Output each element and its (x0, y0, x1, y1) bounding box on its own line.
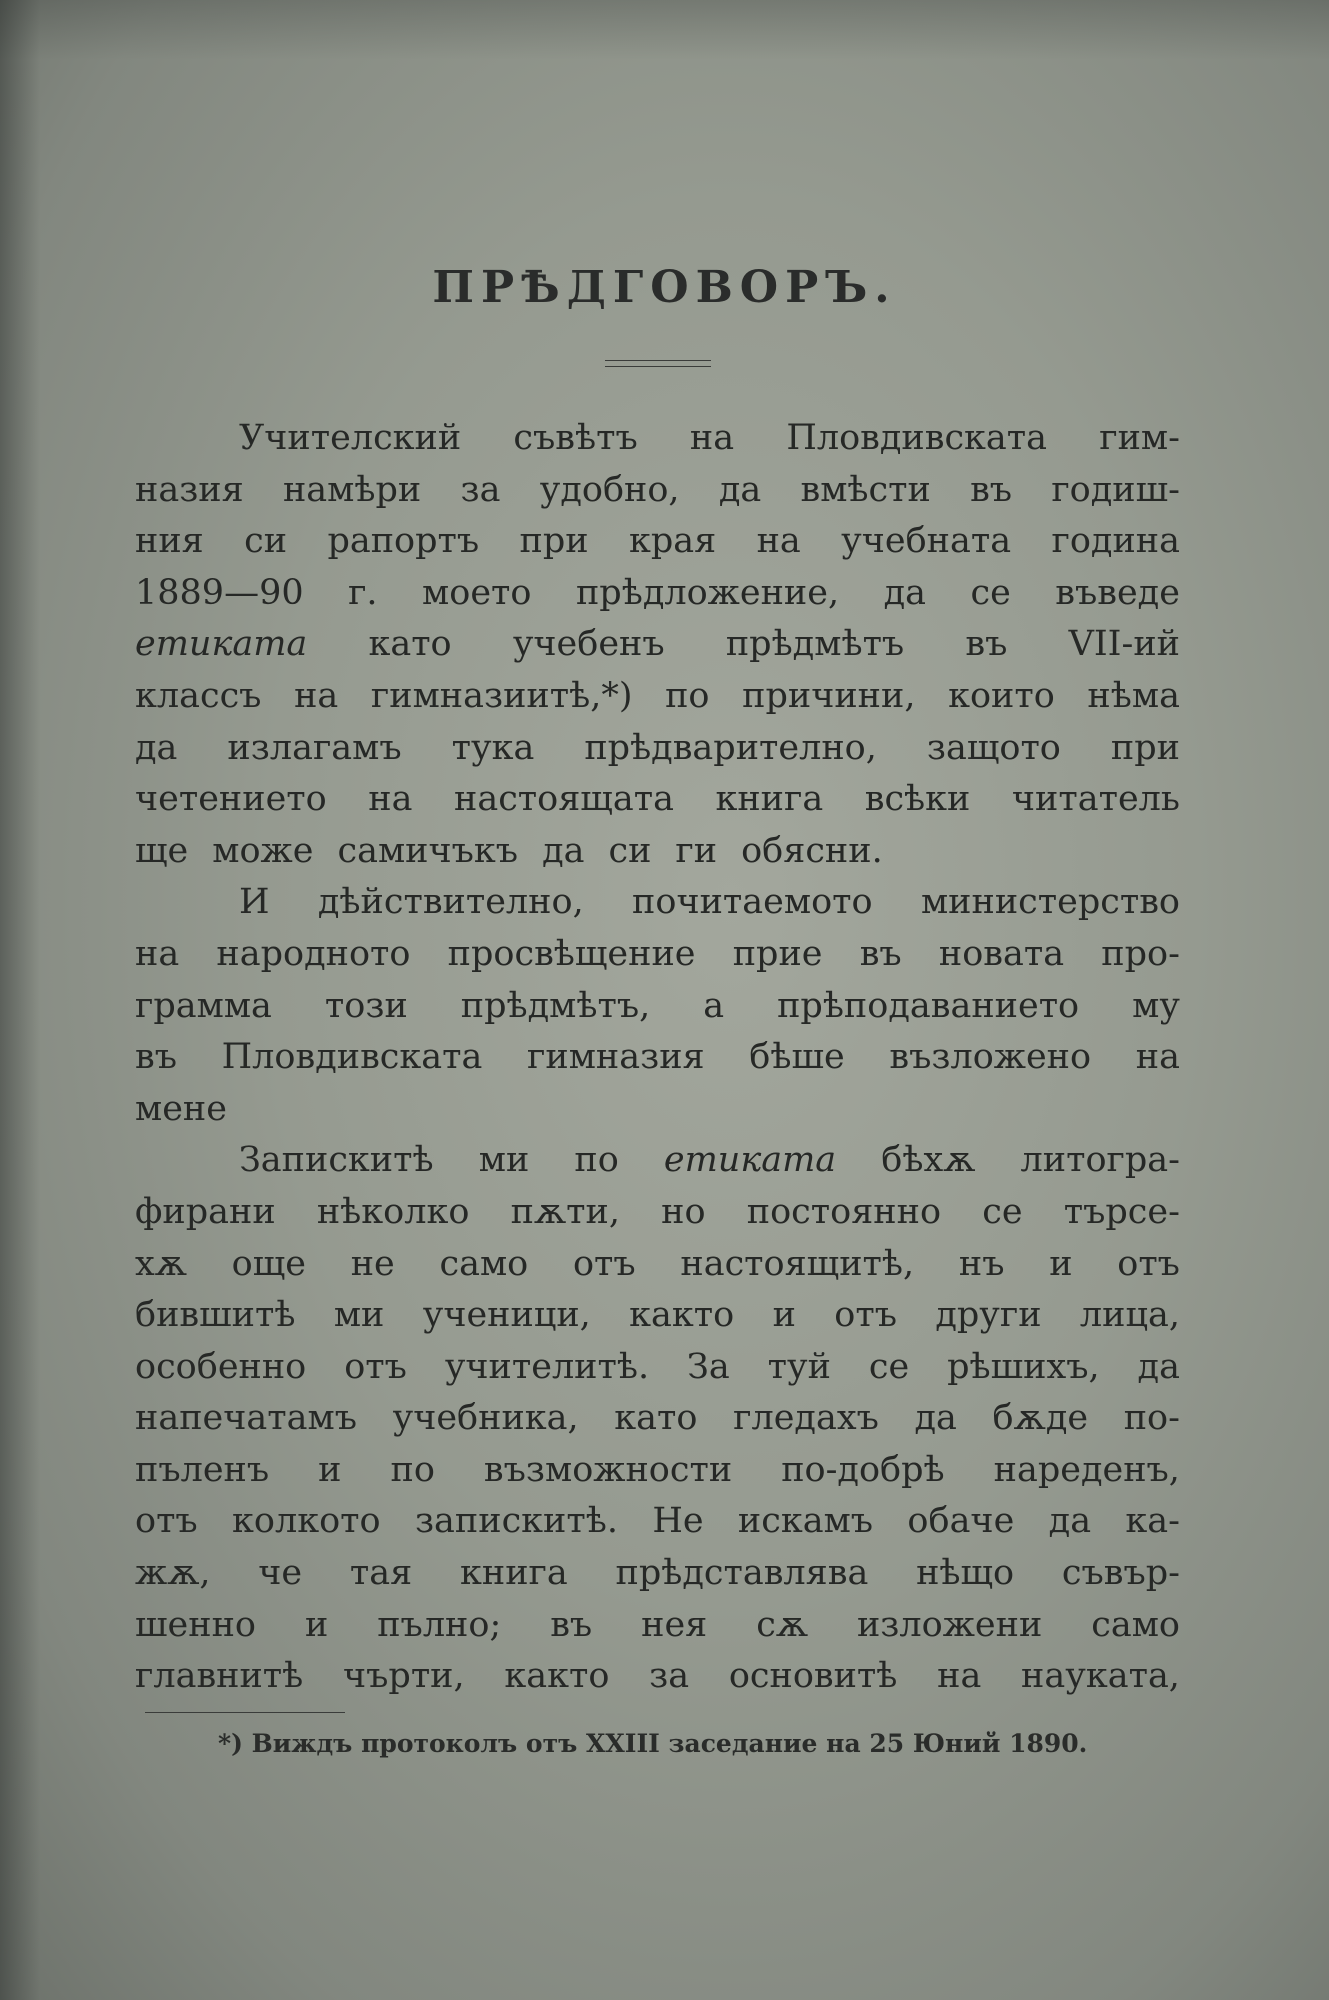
word: възможности (483, 1449, 733, 1490)
word: да (883, 572, 926, 613)
word: на (756, 521, 801, 562)
word: обаче (907, 1501, 1015, 1542)
word: Учителский (239, 418, 462, 458)
word: самичъкъ (337, 830, 519, 871)
word: за (649, 1656, 690, 1697)
word: всѣки (864, 779, 971, 820)
word: на (1135, 1037, 1180, 1078)
word: да (1137, 1346, 1180, 1387)
word: се (868, 1346, 910, 1387)
word: ния (135, 521, 204, 562)
word: му (1132, 985, 1180, 1026)
word: се (970, 572, 1011, 613)
word: прѣподаванието (777, 985, 1080, 1026)
word: по (665, 675, 710, 716)
word: гим- (1099, 418, 1180, 458)
text-line (135, 1651, 1180, 1703)
word: по- (1123, 1398, 1180, 1439)
word: ми (333, 1295, 385, 1336)
word: и (318, 1449, 342, 1490)
text-line (135, 1290, 1180, 1342)
word: учебната (841, 521, 1012, 562)
page-title: ПРѢДГОВОРЪ. (432, 262, 897, 313)
word: постоянно (746, 1191, 942, 1232)
word: да (1048, 1501, 1092, 1542)
word: нъ (958, 1243, 1005, 1284)
word: но (661, 1191, 706, 1232)
word: не (350, 1243, 395, 1284)
text-line (135, 671, 1180, 723)
text-line (135, 981, 1180, 1033)
word: гимназия (527, 1037, 705, 1078)
word: гимназиитѣ,*) (370, 675, 633, 716)
word: и (304, 1604, 329, 1645)
text-line (135, 1342, 1180, 1394)
word: още (231, 1243, 306, 1284)
word: въ (135, 1037, 177, 1078)
word: гледахъ (733, 1398, 879, 1439)
word: по (390, 1449, 435, 1490)
word: година (1051, 521, 1180, 562)
text-line (135, 826, 1180, 878)
word: тука (451, 727, 535, 768)
word: напечатамъ (135, 1398, 357, 1439)
word: жѫ, (135, 1553, 211, 1594)
word: особенно (135, 1346, 307, 1387)
word: рапортъ (327, 521, 480, 562)
word: отъ (1117, 1243, 1180, 1284)
word: отъ (834, 1295, 897, 1336)
word: фирани (135, 1191, 276, 1232)
word: г. (348, 572, 378, 613)
word: тая (349, 1553, 413, 1594)
word: по-добрѣ (781, 1449, 945, 1490)
word: които (948, 675, 1055, 716)
word: отъ (572, 1243, 636, 1284)
word: въведе (1055, 572, 1180, 613)
word: съвѣтъ (513, 418, 638, 458)
word: настоящата (454, 779, 674, 820)
word: при (1110, 727, 1180, 768)
word: ми (478, 1140, 530, 1181)
text-line (135, 1239, 1180, 1291)
word: Пловдивската (221, 1037, 483, 1078)
text-line (135, 1548, 1180, 1600)
word: отъ (344, 1346, 407, 1387)
word: причини, (742, 675, 916, 716)
text-line (135, 929, 1180, 981)
word: нея (641, 1604, 708, 1645)
text-line (135, 465, 1180, 517)
text-line (135, 1393, 1180, 1445)
word: прѣдварително, (584, 727, 877, 768)
word: настоящитѣ, (680, 1243, 915, 1284)
text-line (135, 1445, 1180, 1497)
word: търсе- (1063, 1191, 1180, 1232)
word: лица, (1079, 1295, 1180, 1336)
word: само (1091, 1604, 1180, 1645)
title-divider (605, 360, 711, 367)
word: учителитѣ. (444, 1346, 650, 1387)
text-line (135, 619, 1180, 671)
word: нѣколко (316, 1191, 470, 1232)
word: хѫ (135, 1243, 187, 1284)
word: въ (859, 933, 902, 974)
word: бившитѣ (135, 1295, 296, 1336)
text-line (135, 774, 1180, 826)
word: и (772, 1295, 796, 1336)
word: да (914, 1398, 957, 1439)
text-line (135, 413, 1180, 465)
word: чърти, (343, 1656, 465, 1697)
word: грамма (135, 985, 272, 1026)
text-line (135, 723, 1180, 775)
word: про- (1101, 933, 1180, 974)
word: както (504, 1656, 610, 1697)
word: въ (965, 624, 1008, 665)
word: излагамъ (227, 727, 402, 768)
word: основитѣ (728, 1656, 898, 1697)
word: классъ (135, 675, 262, 716)
word: министерство (920, 882, 1180, 923)
word: прѣдмѣтъ (725, 624, 905, 665)
footnote-divider (145, 1712, 345, 1713)
word: изложени (856, 1604, 1043, 1645)
word: бѫде (992, 1398, 1089, 1439)
word: както (629, 1295, 735, 1336)
word: възложено (889, 1037, 1092, 1078)
word: мене (135, 1088, 227, 1129)
word: а (703, 985, 725, 1026)
word: учебника, (392, 1398, 579, 1439)
word: на (937, 1656, 982, 1697)
word: шенно (135, 1604, 256, 1645)
word: дѣйствително, (317, 882, 584, 923)
word: на (294, 675, 339, 716)
word: като (614, 1398, 698, 1439)
word: рѣшихъ, (947, 1346, 1100, 1387)
word: съвър- (1061, 1553, 1180, 1594)
word: на (368, 779, 413, 820)
word: етиката (663, 1140, 837, 1181)
word: пѫти, (510, 1191, 620, 1232)
word: си (608, 830, 652, 871)
word: и (1049, 1243, 1073, 1284)
word: сѫ (756, 1604, 809, 1645)
word: въ (550, 1604, 593, 1645)
word: Пловдивската (786, 418, 1048, 458)
word: на (135, 933, 180, 974)
word: книга (715, 779, 824, 820)
word: удобно, (539, 469, 680, 510)
word: защото (926, 727, 1061, 768)
text-line (135, 1084, 1180, 1136)
word: други (935, 1295, 1042, 1336)
word: годиш- (1051, 469, 1180, 510)
word: на (689, 418, 735, 458)
page-top-shadow (0, 0, 1329, 60)
word: прѣдставлява (615, 1553, 869, 1594)
word: новата (938, 933, 1065, 974)
word: че (258, 1553, 303, 1594)
word: четението (135, 779, 327, 820)
text-line (135, 568, 1180, 620)
word: въ (970, 469, 1013, 510)
word: туй (767, 1346, 831, 1387)
word: науката, (1021, 1656, 1180, 1697)
word: да (135, 727, 178, 768)
word: нѣщо (916, 1553, 1015, 1594)
word: ка- (1125, 1501, 1180, 1542)
word: читатель (1011, 779, 1180, 820)
word: този (324, 985, 408, 1026)
footnote: *) Виждъ протоколъ отъ XXIII заседание на 25 Юний 1890. (218, 1729, 1088, 1758)
word: искамъ (737, 1501, 874, 1542)
text-line (135, 516, 1180, 568)
word: може (212, 830, 314, 871)
word: Не (652, 1501, 704, 1542)
word: за (460, 469, 501, 510)
word: прие (732, 933, 823, 974)
word: прѣдложение, (575, 572, 840, 613)
word: запискитѣ. (414, 1501, 618, 1542)
word: главнитѣ (135, 1656, 304, 1697)
text-line (135, 1496, 1180, 1548)
word: да (542, 830, 585, 871)
word: пъленъ (135, 1449, 270, 1490)
word: отъ (135, 1501, 198, 1542)
word: Запискитѣ (239, 1140, 434, 1181)
word: учебенъ (512, 624, 665, 665)
word: да (718, 469, 762, 510)
word: бѣхѫ (881, 1140, 976, 1181)
word: само (439, 1243, 529, 1284)
word: VII-ий (1068, 624, 1180, 665)
word: моето (422, 572, 532, 613)
word: обясни. (741, 830, 883, 871)
word: си (244, 521, 288, 562)
word: назия (135, 469, 244, 510)
word: края (628, 521, 717, 562)
word: се (982, 1191, 1023, 1232)
word: колкото (232, 1501, 381, 1542)
word: вмѣсти (800, 469, 931, 510)
word: като (368, 624, 452, 665)
word: прѣдмѣтъ, (460, 985, 651, 1026)
word: почитаемото (632, 882, 873, 923)
word: етиката (135, 624, 308, 665)
word: литогра- (1020, 1140, 1180, 1181)
word: пълно; (377, 1604, 502, 1645)
word: просвѣщение (447, 933, 696, 974)
text-line (135, 1187, 1180, 1239)
word: За (687, 1346, 730, 1387)
word: ученици, (422, 1295, 591, 1336)
text-line (135, 1135, 1180, 1187)
word: народното (216, 933, 411, 974)
preface-body (135, 413, 1180, 1703)
word: ще (135, 830, 189, 871)
word: намѣри (282, 469, 422, 510)
word: ги (675, 830, 718, 871)
word: бѣше (749, 1037, 845, 1078)
word: нѣма (1087, 675, 1180, 716)
word: книга (460, 1553, 568, 1594)
word: при (519, 521, 589, 562)
word: 1889—90 (135, 572, 304, 613)
word: И (239, 882, 270, 923)
word: по (574, 1140, 619, 1181)
text-line (135, 1600, 1180, 1652)
word: нареденъ, (993, 1449, 1180, 1490)
text-line (135, 877, 1180, 929)
text-line (135, 1032, 1180, 1084)
